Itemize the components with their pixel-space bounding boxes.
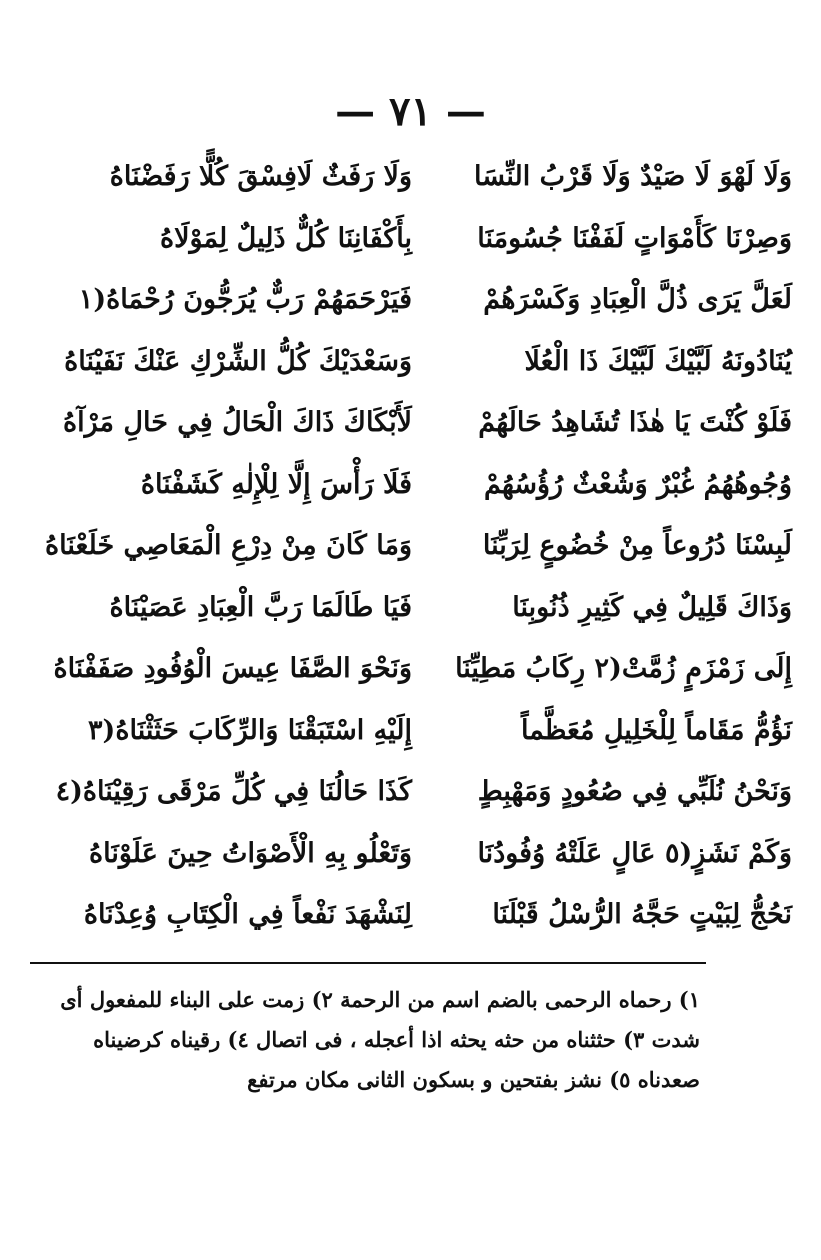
verse-line [32,146,792,208]
verse-first-hemistich: وُجُوهُهُمُ غُبْرٌ وَشُعْثٌ رُؤُسُهُمْ [483,468,792,500]
verse-line [32,208,792,270]
verse-line [32,331,792,393]
footnote-line: صعدناه ٥) نشز بفتحين و بسكون الثانى مكان مرتفع [247,1067,700,1092]
verse-first-hemistich: وَصِرْنَا كَأَمْوَاتٍ لَفَفْنَا جُسُومَنَا [477,222,792,254]
verse-first-hemistich: وَذَاكَ قَلِيلٌ فِي كَثِيرِ ذُنُوبِنَا [512,591,792,623]
verse-second-hemistich: فَيَرْحَمَهُمْ رَبٌّ يُرَجُّونَ رُحْمَاهُ(١ [78,284,412,316]
verse-first-hemistich: لَبِسْنَا دُرُوعاً مِنْ خُضُوعٍ لِرَبِّنَا [482,530,792,562]
verse-first-hemistich: وَلَا لَهْوَ لَا صَيْدٌ وَلَا قَرْبُ النِّسَا [474,161,792,193]
verse-second-hemistich: لِنَشْهَدَ نَفْعاً فِي الْكِتَابِ وُعِدْنَاهُ [83,899,412,931]
verse-second-hemistich: وَنَحْوَ الصَّفَا عِيسَ الْوُفُودِ صَفَفْنَاهُ [53,653,412,685]
verse-first-hemistich: إِلَى زَمْزَمٍ زُمَّتْ(٢ رِكَابُ مَطِيِّنَا [455,653,792,685]
verse-line [32,269,792,331]
verse-first-hemistich: فَلَوْ كُنْتَ يَا هٰذَا تُشَاهِدُ حَالَهُمْ [478,407,792,439]
verse-line [32,823,792,885]
verse-first-hemistich: لَعَلَّ يَرَى ذُلَّ الْعِبَادِ وَكَسْرَهُمْ [483,284,792,316]
verse-line [32,884,792,946]
verse-second-hemistich: فَلَا رَأْسَ إِلَّا لِلْإِلٰهِ كَشَفْنَاهُ [140,468,412,500]
page-number: — ٧١ — [335,88,486,135]
verse-line [32,700,792,762]
verse-line [32,454,792,516]
footnote-line: شدت ٣) حثثناه من حثه يحثه اذا أعجله ، فى اتصال ٤) رقيناه كرضيناه [93,1027,700,1052]
verse-second-hemistich: كَذَا حَالُنَا فِي كُلِّ مَرْقَى رَقِيْنَاهُ(٤ [55,776,412,808]
verse-second-hemistich: وَتَعْلُو بِهِ الْأَصْوَاتُ حِينَ عَلَوْنَاهُ [88,837,412,869]
footnote-divider [30,962,706,964]
verse-second-hemistich: إِلَيْهِ اسْتَبَقْنَا وَالرِّكَابَ حَثَثْنَاهُ(٣ [88,714,412,746]
verse-first-hemistich: نَؤُمُّ مَقَاماً لِلْخَلِيلِ مُعَظَّماً [520,714,792,746]
verse-line [32,515,792,577]
footnote-line: ١) رحماه الرحمى بالضم اسم من الرحمة ٢) زمت على البناء للمفعول أى [60,987,700,1012]
verse-second-hemistich: وَلَا رَفَثٌ لَافِسْقَ كُلًّا رَفَضْنَاهُ [109,161,412,193]
verse-line [32,761,792,823]
verse-first-hemistich: وَنَحْنُ نُلَبِّي فِي صُعُودٍ وَمَهْبِطٍ [477,776,792,808]
verse-second-hemistich: وَمَا كَانَ مِنْ دِرْعِ الْمَعَاصِي خَلَعْنَاهُ [44,530,412,562]
verse-second-hemistich: لَأَبْكَاكَ ذَاكَ الْحَالُ فِي حَالِ مَرْآهُ [62,407,412,439]
poem-verses [32,146,792,946]
verse-line [32,638,792,700]
footnotes [60,980,700,1100]
verse-first-hemistich: يُنَادُونَهُ لَبَّيْكَ لَبَّيْكَ ذَا الْعُلَا [524,345,792,377]
verse-second-hemistich: فَيَا طَالَمَا رَبَّ الْعِبَادِ عَصَيْنَاهُ [109,591,412,623]
verse-first-hemistich: نَحُجُّ لِبَيْتٍ حَجَّهُ الرُّسْلُ قَبْلَنَا [492,899,792,931]
verse-second-hemistich: بِأَكْفَانِنَا كُلٌّ ذَلِيلٌ لِمَوْلَاهُ [159,222,412,254]
verse-line [32,577,792,639]
verse-line [32,392,792,454]
verse-second-hemistich: وَسَعْدَيْكَ كُلُّ الشِّرْكِ عَنْكَ نَفَيْنَاهُ [64,345,412,377]
verse-first-hemistich: وَكَمْ نَشَزٍ(٥ عَالٍ عَلَتْهُ وُفُودُنَا [477,837,792,869]
